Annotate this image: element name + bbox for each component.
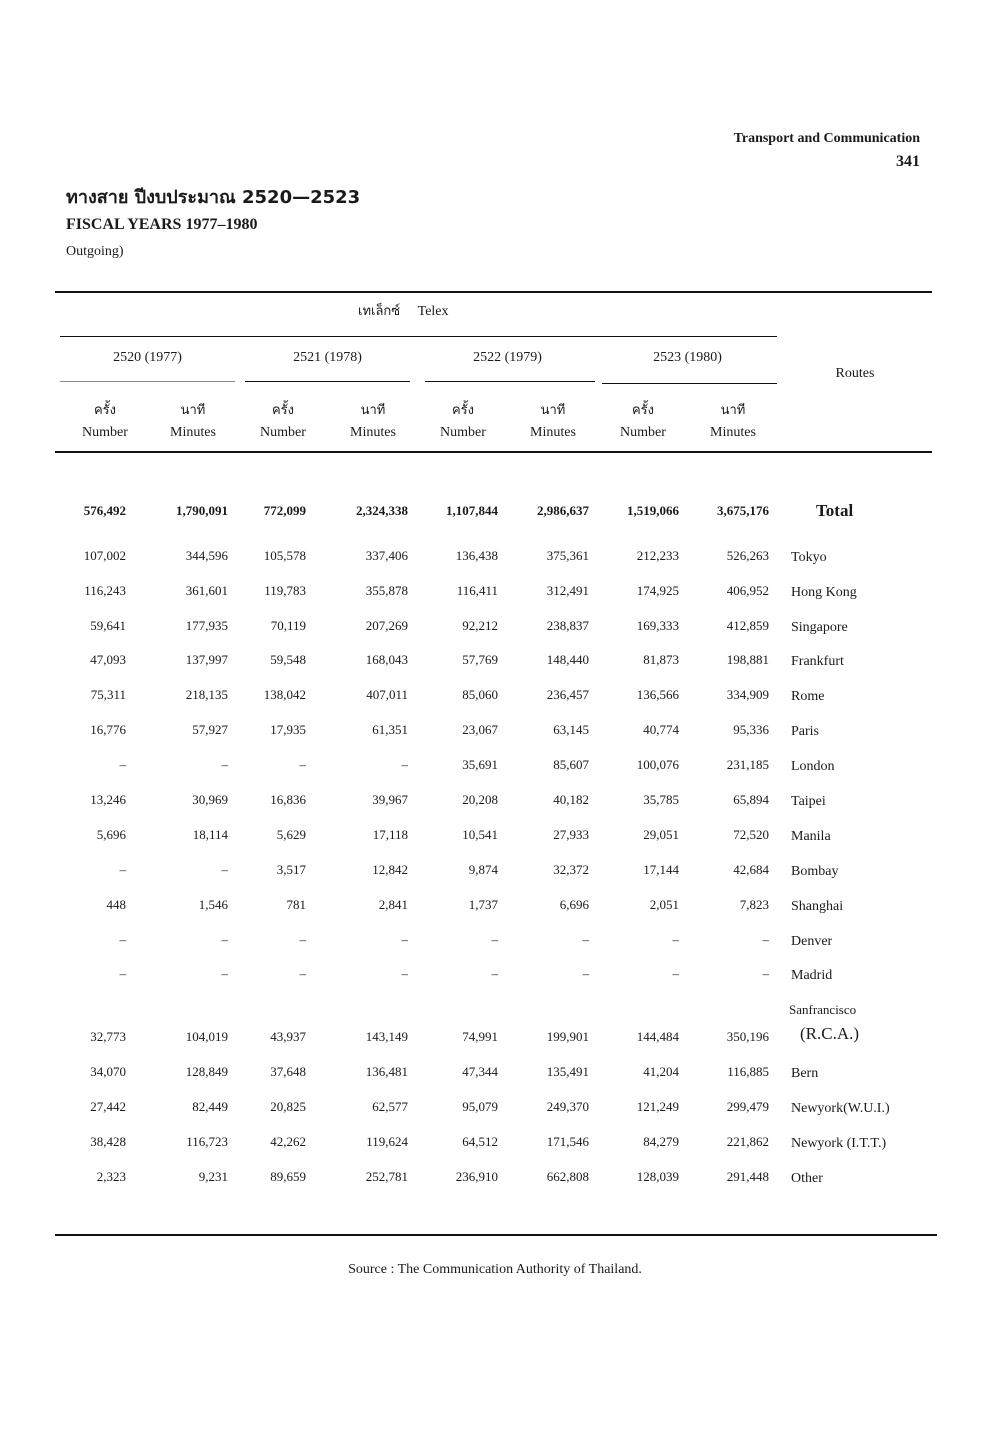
year-ad: (1977) xyxy=(144,350,182,365)
table-cell: 13,246 xyxy=(90,792,126,807)
route-label: Madrid xyxy=(791,968,833,983)
table-cell: 344,596 xyxy=(185,548,228,563)
table-cell: 177,935 xyxy=(185,618,228,633)
subheader-minutes xyxy=(510,400,596,444)
table-cell: 135,491 xyxy=(546,1064,589,1079)
table-cell: 116,243 xyxy=(84,583,126,598)
route-label-line2: (R.C.A.) xyxy=(800,1024,860,1043)
table-cell: 40,774 xyxy=(643,722,679,737)
section-title: Transport and Communication xyxy=(733,131,920,146)
table-cell: 27,933 xyxy=(553,827,589,842)
subheader-minutes xyxy=(150,400,236,444)
route-label: Taipei xyxy=(791,794,826,809)
year-underline-2522 xyxy=(425,381,595,382)
table-cell: 2,051 xyxy=(649,897,679,912)
table-cell: 144,484 xyxy=(636,1029,679,1044)
thai-title: ทางสาย ปีงบประมาณ 2520—2523 xyxy=(66,187,361,208)
table-cell: 72,520 xyxy=(733,827,769,842)
table-cell: 40,182 xyxy=(553,792,589,807)
table-cell: 32,372 xyxy=(553,862,589,877)
route-label: Other xyxy=(791,1171,823,1186)
subheader-thai: นาที xyxy=(540,403,566,418)
table-cell: 2,986,637 xyxy=(537,503,589,518)
table-cell: 34,070 xyxy=(90,1064,126,1079)
table-cell: 128,849 xyxy=(185,1064,228,1079)
routes-header: Routes xyxy=(835,366,875,381)
table-cell: 64,512 xyxy=(462,1134,498,1149)
table-cell: 171,546 xyxy=(546,1134,589,1149)
table-cell: 85,060 xyxy=(462,687,498,702)
table-cell: 662,808 xyxy=(546,1169,589,1184)
year-header-2522 xyxy=(420,350,595,366)
year-be: 2522 xyxy=(473,350,502,365)
table-cell: – xyxy=(119,862,126,877)
route-label: Total xyxy=(816,501,854,520)
table-cell: 37,648 xyxy=(270,1064,306,1079)
table-cell: 92,212 xyxy=(462,618,498,633)
table-cell: 781 xyxy=(286,897,306,912)
subheader-thai: ครั้ง xyxy=(93,403,117,418)
table-cell: 81,873 xyxy=(643,652,679,667)
table-cell: 119,783 xyxy=(264,583,306,598)
table-cell: – xyxy=(401,966,408,981)
table-cell: – xyxy=(401,757,408,772)
table-cell: 119,624 xyxy=(366,1134,408,1149)
subheader-thai: ครั้ง xyxy=(631,403,655,418)
table-cell: 236,457 xyxy=(546,687,589,702)
table-cell: 9,231 xyxy=(198,1169,228,1184)
subheader-en: Minutes xyxy=(530,425,576,440)
route-label: Singapore xyxy=(791,620,848,635)
table-cell: 148,440 xyxy=(546,652,589,667)
table-cell: 95,336 xyxy=(733,722,769,737)
table-cell: 236,910 xyxy=(455,1169,498,1184)
table-cell: – xyxy=(672,932,679,947)
table-cell: – xyxy=(221,862,228,877)
table-cell: – xyxy=(672,966,679,981)
table-cell: 116,723 xyxy=(186,1134,228,1149)
table-cell: 406,952 xyxy=(726,583,769,598)
table-cell: 17,935 xyxy=(270,722,306,737)
subheader-number xyxy=(240,400,326,444)
table-cell: 375,361 xyxy=(546,548,589,563)
table-cell: 252,781 xyxy=(365,1169,408,1184)
subheader-en: Number xyxy=(440,425,486,440)
table-cell: 84,279 xyxy=(643,1134,679,1149)
table-cell: 334,909 xyxy=(726,687,769,702)
table-cell: 3,675,176 xyxy=(717,503,769,518)
table-cell: 2,841 xyxy=(378,897,408,912)
table-cell: 137,997 xyxy=(185,652,228,667)
table-cell: – xyxy=(491,966,498,981)
year-header-2523 xyxy=(600,350,775,366)
table-cell: – xyxy=(762,966,769,981)
table-cell: 238,837 xyxy=(546,618,589,633)
table-cell: 169,333 xyxy=(636,618,679,633)
table-cell: 221,862 xyxy=(726,1134,769,1149)
table-cell: – xyxy=(299,932,306,947)
table-cell: 207,269 xyxy=(365,618,408,633)
table-cell: 1,790,091 xyxy=(176,503,228,518)
year-be: 2523 xyxy=(653,350,682,365)
table-cell: 47,344 xyxy=(462,1064,498,1079)
route-label: Hong Kong xyxy=(791,585,857,600)
table-cell: – xyxy=(221,932,228,947)
table-cell: 143,149 xyxy=(365,1029,408,1044)
table-cell: 95,079 xyxy=(462,1099,498,1114)
route-label: Denver xyxy=(791,934,833,949)
table-cell: 17,118 xyxy=(372,827,408,842)
table-cell: 6,696 xyxy=(559,897,589,912)
table-cell: 1,546 xyxy=(198,897,228,912)
table-cell: 407,011 xyxy=(366,687,408,702)
table-cell: 43,937 xyxy=(270,1029,306,1044)
table-cell: – xyxy=(119,757,126,772)
table-cell: 27,442 xyxy=(90,1099,126,1114)
table-cell: 47,093 xyxy=(90,652,126,667)
table-cell: – xyxy=(582,932,589,947)
subheader-minutes xyxy=(690,400,776,444)
table-cell: 62,577 xyxy=(372,1099,408,1114)
table-cell: 38,428 xyxy=(90,1134,126,1149)
table-cell: 70,119 xyxy=(270,618,306,633)
subheader-en: Number xyxy=(620,425,666,440)
year-header-2521 xyxy=(240,350,415,366)
table-cell: 42,262 xyxy=(270,1134,306,1149)
service-underline xyxy=(60,336,777,337)
table-cell: 299,479 xyxy=(726,1099,769,1114)
route-label: Newyork (I.T.T.) xyxy=(791,1136,887,1151)
table-cell: 5,629 xyxy=(276,827,306,842)
table-cell: 75,311 xyxy=(90,687,126,702)
service-label-en: Telex xyxy=(417,304,449,319)
route-label: Newyork(W.U.I.) xyxy=(791,1101,890,1116)
year-ad: (1979) xyxy=(504,350,542,365)
subheader-number xyxy=(600,400,686,444)
year-underline-2523 xyxy=(602,383,777,384)
subheader-en: Number xyxy=(82,425,128,440)
subheader-en: Number xyxy=(260,425,306,440)
table-cell: 337,406 xyxy=(365,548,408,563)
table-cell: 198,881 xyxy=(726,652,769,667)
table-cell: 5,696 xyxy=(96,827,126,842)
service-label xyxy=(300,300,540,321)
table-cell: – xyxy=(119,932,126,947)
table-cell: 18,114 xyxy=(192,827,228,842)
table-cell: 32,773 xyxy=(90,1029,126,1044)
table-cell: 9,874 xyxy=(468,862,498,877)
table-cell: 17,144 xyxy=(643,862,679,877)
route-label: Bombay xyxy=(791,864,839,879)
year-ad: (1980) xyxy=(684,350,722,365)
table-cell: 35,691 xyxy=(462,757,498,772)
table-cell: 116,411 xyxy=(456,583,498,598)
table-cell: – xyxy=(221,757,228,772)
table-cell: 63,145 xyxy=(553,722,589,737)
table-cell: 7,823 xyxy=(739,897,769,912)
table-cell: 121,249 xyxy=(636,1099,679,1114)
year-ad: (1978) xyxy=(324,350,362,365)
table-cell: 174,925 xyxy=(636,583,679,598)
table-cell: 41,204 xyxy=(643,1064,679,1079)
table-cell: 74,991 xyxy=(462,1029,498,1044)
route-label: Shanghai xyxy=(791,899,844,914)
table-cell: – xyxy=(221,966,228,981)
table-cell: 57,769 xyxy=(462,652,498,667)
table-cell: 20,208 xyxy=(462,792,498,807)
subheader-minutes xyxy=(330,400,416,444)
subheader-thai: นาที xyxy=(720,403,746,418)
year-be: 2520 xyxy=(113,350,142,365)
table-cell: 218,135 xyxy=(185,687,228,702)
year-header-2520 xyxy=(60,350,235,366)
table-cell: 39,967 xyxy=(372,792,408,807)
subheader-en: Minutes xyxy=(350,425,396,440)
header-bottom-rule xyxy=(55,451,932,453)
table-cell: 29,051 xyxy=(643,827,679,842)
table-cell: 2,324,338 xyxy=(356,503,408,518)
table-cell: 199,901 xyxy=(546,1029,589,1044)
year-underline-2521 xyxy=(245,381,410,382)
table-cell: 85,607 xyxy=(553,757,589,772)
table-cell: 104,019 xyxy=(185,1029,228,1044)
table-cell: 231,185 xyxy=(726,757,769,772)
table-cell: 576,492 xyxy=(83,503,126,518)
route-label: Rome xyxy=(791,689,825,704)
table-cell: 136,481 xyxy=(365,1064,408,1079)
table-cell: 1,519,066 xyxy=(627,503,679,518)
table-cell: 57,927 xyxy=(192,722,228,737)
table-cell: 100,076 xyxy=(636,757,679,772)
table-cell: 107,002 xyxy=(83,548,126,563)
table-cell: – xyxy=(491,932,498,947)
table-cell: 526,263 xyxy=(726,548,769,563)
table-cell: 16,836 xyxy=(270,792,306,807)
table-cell: 65,894 xyxy=(733,792,769,807)
route-label: Frankfurt xyxy=(791,654,844,669)
page-number: 341 xyxy=(896,153,920,170)
year-be: 2521 xyxy=(293,350,322,365)
direction-label: Outgoing) xyxy=(66,244,124,259)
fiscal-years-title: FISCAL YEARS 1977–1980 xyxy=(66,216,258,233)
table-cell: 3,517 xyxy=(276,862,306,877)
table-cell: 1,737 xyxy=(468,897,498,912)
table-cell: 23,067 xyxy=(462,722,498,737)
table-cell: 136,438 xyxy=(455,548,498,563)
table-cell: 10,541 xyxy=(462,827,498,842)
service-label-thai: เทเล็กซ์ xyxy=(358,304,401,319)
subheader-thai: นาที xyxy=(180,403,206,418)
table-cell: 291,448 xyxy=(726,1169,769,1184)
table-cell: 312,491 xyxy=(546,583,589,598)
table-top-rule xyxy=(55,291,932,293)
table-cell: 59,548 xyxy=(270,652,306,667)
table-cell: – xyxy=(762,932,769,947)
table-cell: – xyxy=(119,966,126,981)
route-label: Paris xyxy=(791,724,819,739)
source-note: Source : The Communication Authority of Thailand. xyxy=(348,1262,642,1277)
table-cell: 12,842 xyxy=(372,862,408,877)
table-cell: 136,566 xyxy=(636,687,679,702)
table-cell: 168,043 xyxy=(365,652,408,667)
table-cell: 89,659 xyxy=(270,1169,306,1184)
table-cell: 1,107,844 xyxy=(446,503,498,518)
table-cell: 772,099 xyxy=(263,503,306,518)
table-cell: – xyxy=(401,932,408,947)
table-cell: 412,859 xyxy=(726,618,769,633)
year-underline-2520 xyxy=(60,381,235,382)
table-cell: 2,323 xyxy=(96,1169,126,1184)
route-label: Sanfrancisco xyxy=(789,1002,857,1017)
table-cell: 30,969 xyxy=(192,792,228,807)
table-cell: 82,449 xyxy=(192,1099,228,1114)
table-cell: 59,641 xyxy=(90,618,126,633)
table-cell: 42,684 xyxy=(733,862,769,877)
table-cell: 249,370 xyxy=(546,1099,589,1114)
route-label: Tokyo xyxy=(791,550,827,565)
subheader-en: Minutes xyxy=(710,425,756,440)
table-cell: 128,039 xyxy=(636,1169,679,1184)
table-cell: 361,601 xyxy=(185,583,228,598)
table-cell: – xyxy=(582,966,589,981)
subheader-thai: นาที xyxy=(360,403,386,418)
table-cell: 448 xyxy=(106,897,126,912)
table-cell: – xyxy=(299,966,306,981)
route-label: Manila xyxy=(791,829,831,844)
subheader-en: Minutes xyxy=(170,425,216,440)
subheader-number xyxy=(420,400,506,444)
route-label: London xyxy=(791,759,835,774)
table-cell: 355,878 xyxy=(365,583,408,598)
subheader-thai: ครั้ง xyxy=(271,403,295,418)
table-cell: 35,785 xyxy=(643,792,679,807)
table-cell: 20,825 xyxy=(270,1099,306,1114)
table-cell: 212,233 xyxy=(636,548,679,563)
table-cell: 16,776 xyxy=(90,722,126,737)
table-cell: 350,196 xyxy=(726,1029,769,1044)
subheader-thai: ครั้ง xyxy=(451,403,475,418)
table-cell: 116,885 xyxy=(727,1064,769,1079)
table-cell: 105,578 xyxy=(263,548,306,563)
subheader-number xyxy=(62,400,148,444)
table-cell: – xyxy=(299,757,306,772)
table-cell: 61,351 xyxy=(372,722,408,737)
table-cell: 138,042 xyxy=(263,687,306,702)
table-bottom-rule xyxy=(55,1234,937,1236)
route-label: Bern xyxy=(791,1066,819,1081)
